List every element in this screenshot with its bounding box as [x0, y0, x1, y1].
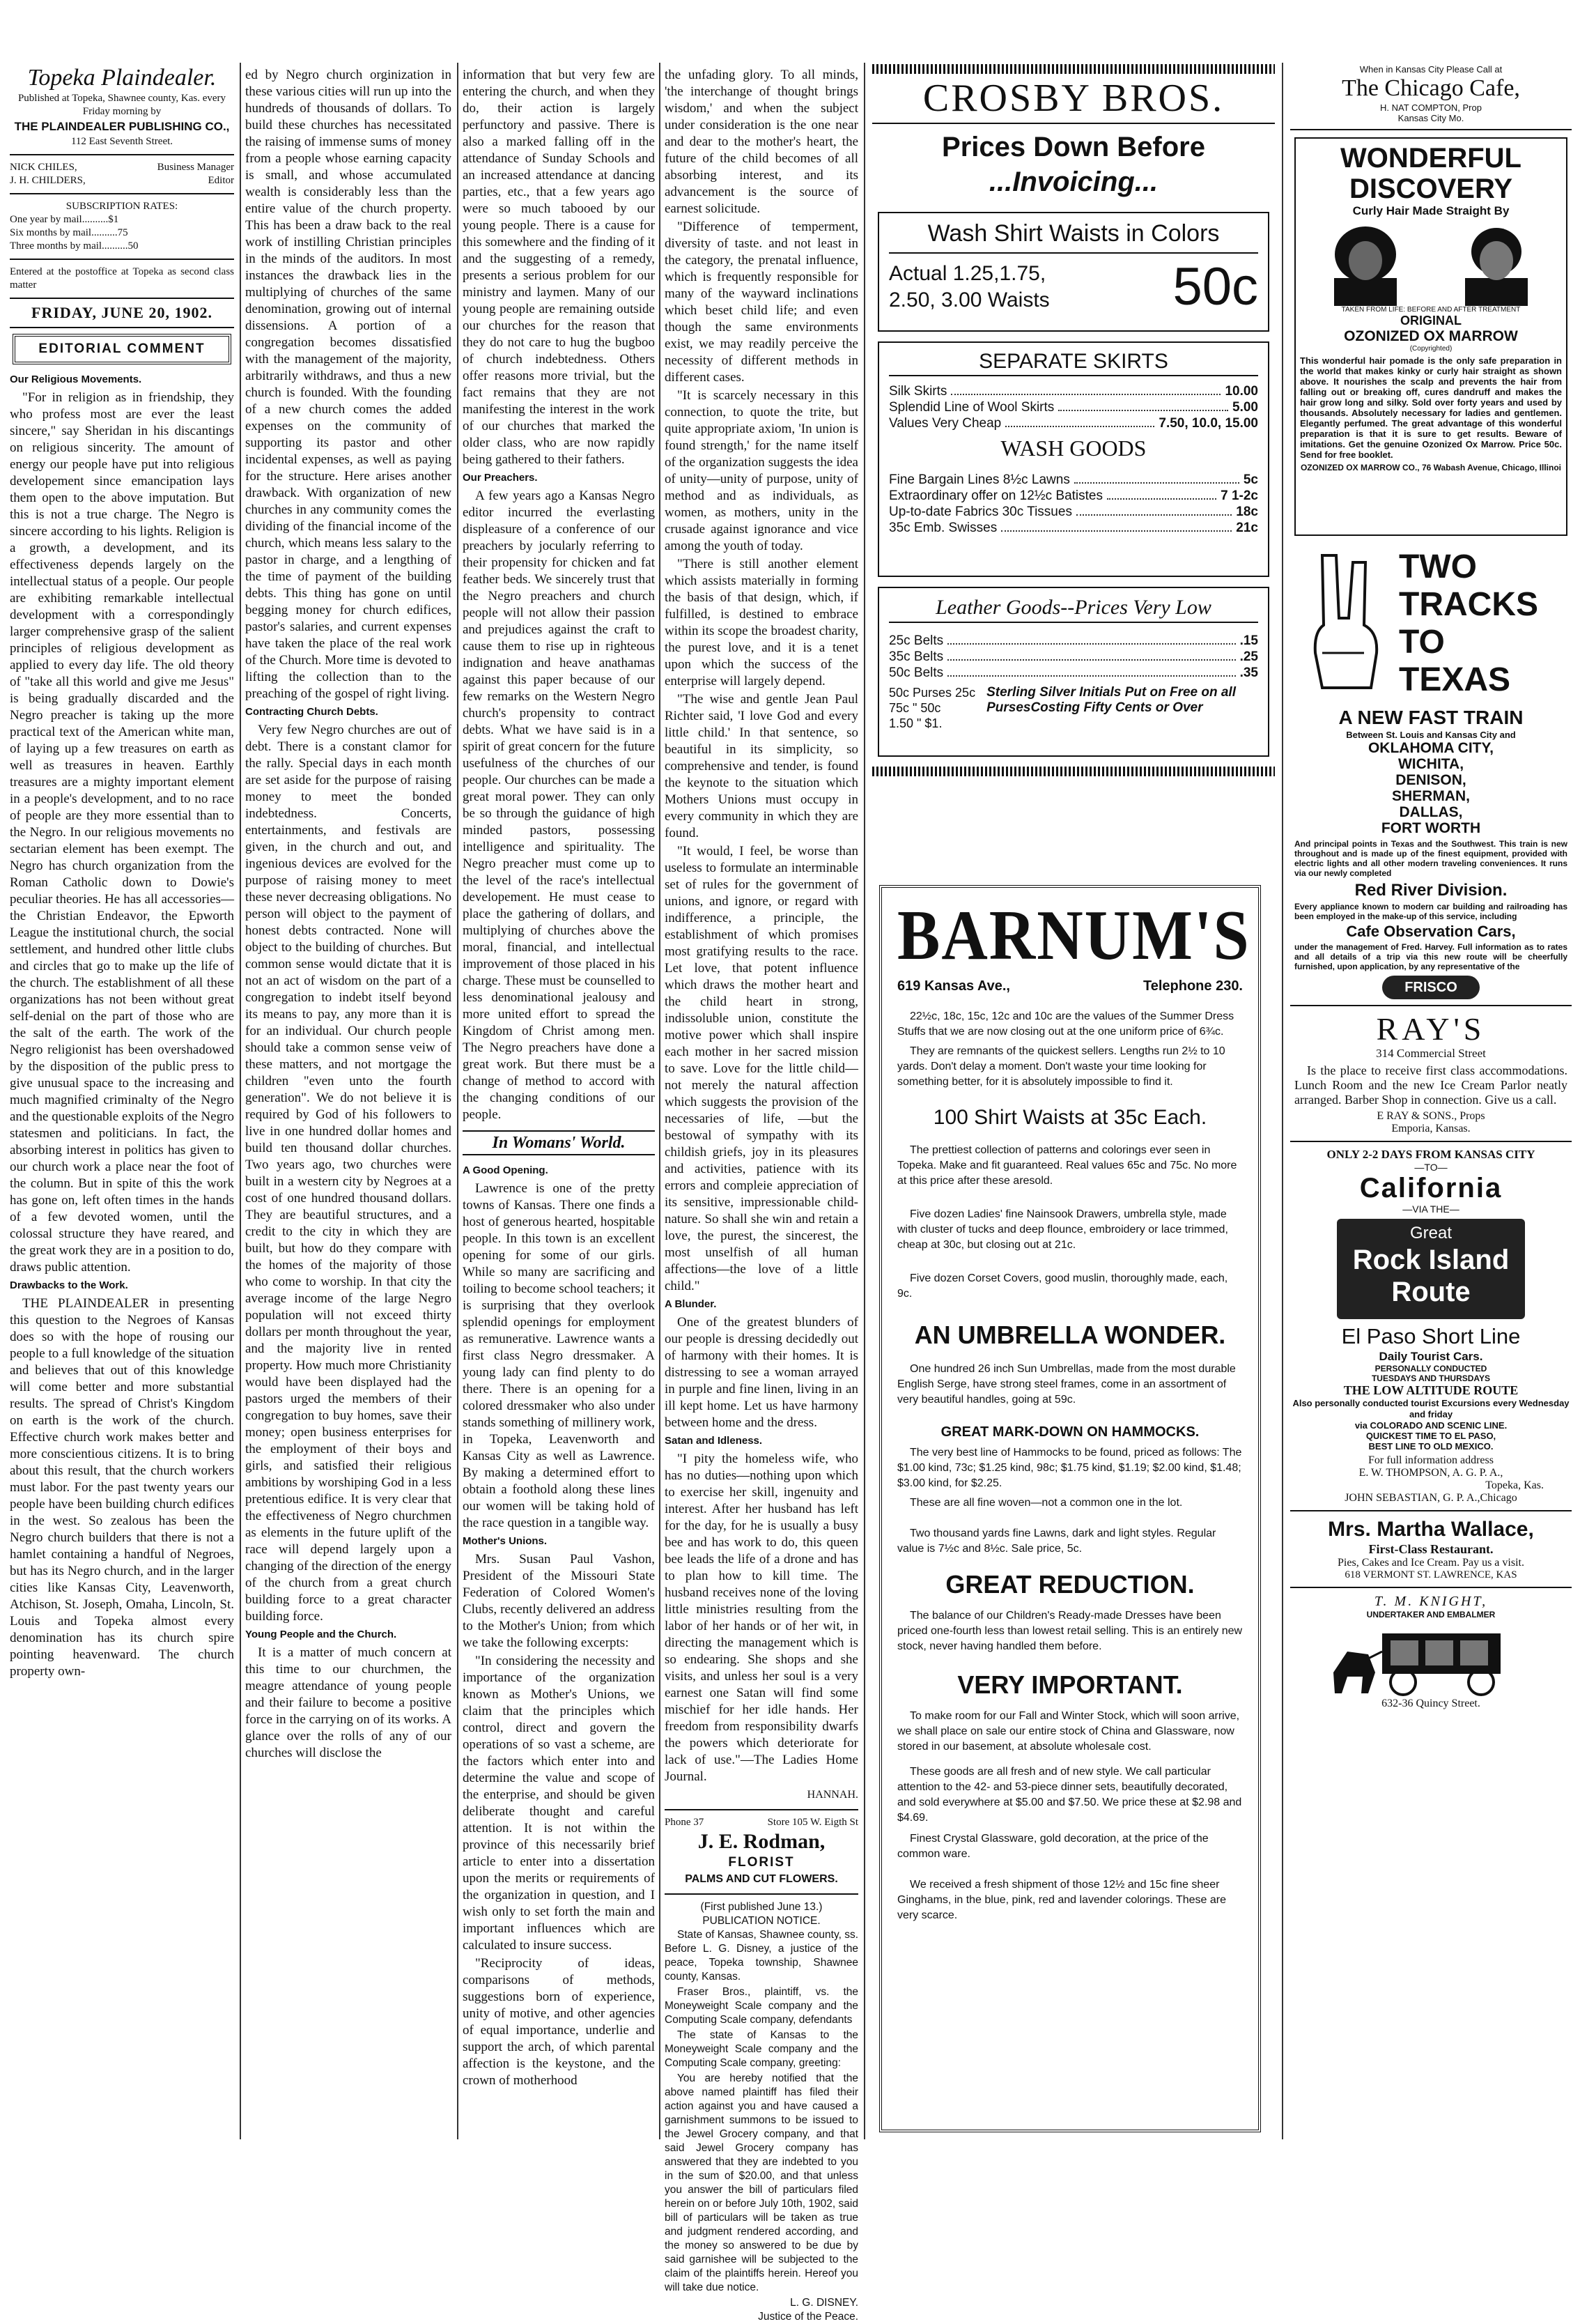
article-paragraph: "It would, I feel, be worse than useless to formulate an interminable set of rules for the government of unions, and ignore, or regard with indifference, a principle, the establishment of which promises most gratifying results to the race. Let love, that potent influence which draws the mother heart and the child heart in strong, indissoluble union, constitute the motive power which shall inspire each mother in her sacred mission to save. Love for the little child—not merely the natural affection which suggests the provision of the necessaries of life, —but the bestowal of sympathy with its childish griefs, joy in its pleasures and activities, patience with its errors and compleie appreciation of its sensitive, impressionable child-nature. So shall she win and retain a love, the purest, the sincerest, the most unselfish of all human affections—the love of a little child." [665, 844, 858, 1293]
cafe-name: The Chicago Cafe, [1342, 75, 1520, 101]
border-ornament [872, 767, 1275, 776]
ad-text: This wonderful hair pomade is the only safe preparation in the world that makes kinky or curly hair straight as shown above. It nourishes the scalp and prevents the hair from falling out or breaking off, cures dandruff and makes the hair grow long and silky. Sold over forty years and used by thousands. Absolutely necessary for ladies and gentlemen. Elegantly perfumed. The great advantage of this wonderful preparation is that it is sure to get results. Beware of imitations. Get the genuine Ozonized Ox Marrow. Price 50c. Send for free booklet. [1300, 355, 1562, 460]
staff-row: NICK CHILES, Business Manager [10, 162, 234, 173]
ad-subheading: OZONIZED OX MARROW [1344, 328, 1518, 344]
wallace-name: Mrs. Martha Wallace, [1328, 1518, 1534, 1541]
article-heading: A Blunder. [665, 1298, 717, 1310]
rates-title: SUBSCRIPTION RATES: [65, 201, 178, 212]
article-heading: Contracting Church Debts. [245, 706, 378, 718]
ad-text: TUESDAYS AND THURSDAYS [1371, 1373, 1491, 1383]
ad-text: And principal points in Texas and the Southwest. This train is new throughout and is made up of the finest equipment, provided with electric lights and all other modern traveling conveniences. It runs via our newly completed [1294, 839, 1567, 878]
wash-title: WASH GOODS [1000, 436, 1147, 461]
leather-title: Leather Goods--Prices Very Low [889, 594, 1258, 623]
wallace-ad [1290, 1517, 1572, 1581]
frisco-logo: FRISCO [1382, 976, 1480, 999]
ad-heading: WONDERFUL [1340, 143, 1521, 174]
company-name: THE PLAINDEALER PUBLISHING CO., [14, 120, 230, 133]
ad-paragraph: The very best line of Hammocks to be found, priced as follows: The $1.00 kind, 73c; $1.25 kind, 98c; $1.75 kind, $1.19; $2.00 kind, $1.48; $3.00 kind, for $2.25. [897, 1447, 1242, 1489]
price-line: Silk Skirts 10.00 [889, 384, 1258, 399]
ad-text: BEST LINE TO OLD MEXICO. [1368, 1441, 1494, 1452]
rodman-line: PALMS AND CUT FLOWERS. [685, 1873, 838, 1885]
column-4 [665, 67, 858, 2323]
article-paragraph: "For in religion as in friendship, they who profess most are ever the least sincere," say Sheridan in his discantings on religious sincerity. The amount of energy our people have put into religious developement since emancipation lays them open to the above imputation. But this is not a true charge. The Negro is sincere according to his lights. Religion is a growth, a development, and its effectiveness depends largely on the intellectual status of a people. Our people are exhibiting remarkable intellectual development with a correspondingly larger comprehensive grasp of the salient principles of religious development as applied to every day life. The old theory of "take all this world and give me Jesus" is being gradually discarded and the Negro preacher is taking up the more practical text of the American white man, of laying up a few treasures on earth as well as treasures in heaven. Earthly treasures are a mighty important element in a people's development, and to no race of people are they more essential than to the Negro. In our religious movements no sectarian element has been exempt. The Negro has church organization from the Roman Catholic down to Dowie's peculiar theories. He has all accessories—the Christian Endeavor, the Epworth League the institutional church, the social settlement, and hundred other little clubs and circles that go to make up the life of the church. The establishment of all these organizations has not been without great self-denial on the part of those who are the salt of the earth. The work of the Negro religionist has been overshadowed by the disposition of the public press to give unusual space to the increasing and much magnified criminalty of the Negro and the questionable exploits of the Negro statesmen and politicians. In fact, the absorbing interest in politics has given to our church work a place near the foot of the column. But in spite of this the work has gone on, left often times in the hands of a few devoted women, until the colossal structure they have reared, and the great work they are in a position to do, draws public attention. [10, 390, 234, 1275]
caption: TAKEN FROM LIFE: BEFORE AND AFTER TREATMENT [1341, 306, 1521, 314]
ad-text: —VIA THE— [1402, 1203, 1459, 1215]
ad-text: JOHN SEBASTIAN, G. P. A.,Chicago [1345, 1492, 1517, 1504]
ad-paragraph: The balance of our Children's Ready-made Dresses have been priced one-fourth less than lowest retail selling. This is an entirely new stock, never having handled them before. [897, 1610, 1243, 1652]
purses-note: Sterling Silver Initials Put on Free on all PursesCosting Fifty Cents or Over [986, 685, 1236, 715]
article-paragraph: "I pity the homeless wife, who has no duties—nothing upon which to exercise her skill, ingenuity and interest. After her husband has left for the day, for he is usually a busy bee and has work to do, this queen bee leads the life of a drone and has to plan how to kill time. The husband receives none of the loving little ministries resulting from the labor of her hands or of her wit, in directing the management which is so endearing. She shops and she visits, and unless her soul is a very earnest one Satan will find some mischief for her idle hands. Her freedom from responsibility dwarfs the powers which deteriorate for lack of use."—The Ladies Home Journal. [665, 1452, 858, 1784]
caption: (Copyrighted) [1409, 345, 1453, 353]
article-paragraph: the unfading glory. To all minds, 'the interchange of thought brings wisdom,' and when the subject under consideration is the one near and dear to the mother's heart, the future of the child becomes of all absorbing interest, and its advancement is the source of earnest solicitude. [665, 68, 858, 216]
ad-text: PERSONALLY CONDUCTED [1374, 1364, 1487, 1373]
cafe-city: Kansas City Mo. [1397, 113, 1464, 123]
cafe-prop: H. NAT COMPTON, Prop [1380, 102, 1482, 113]
waists-price: 50c [1172, 257, 1258, 316]
crosby-headline: Prices Down Before [942, 132, 1205, 162]
ad-paragraph: To make room for our Fall and Winter Stock, which will soon arrive, we shall place on sale our entire stock of China and Glassware, now stored in our basement, at absolute wholesale cost. [897, 1710, 1240, 1753]
rays-name: RAY'S [1376, 1011, 1486, 1047]
section-heading: EDITORIAL COMMENT [13, 334, 231, 364]
article-paragraph: "In considering the necessity and importance of the organization known as Mother's Unions, we claim that the principles which control, direct and govern the operations of so vast a scheme, are the factors which enter into and determine the value and scope of the enterprise, and should be given deliberate thought and careful attention. It is not within the province of this necessarily brief article to enter into a dissertation upon the merits or requirements of the organization in question, and I wish only to set forth the main and important influences which are calculated to insure success. [463, 1654, 655, 1953]
rodman-trade: FLORIST [728, 1855, 795, 1870]
publication-notice: (First published June 13.) PUBLICATION NOTICE. State of Kansas, Shawnee county, ss. Before L. G. Disney, a justice of the peace, Topeka township, Shawnee county, Kansas. Fraser Bros., plaintiff, vs. the Moneyweight Scale company and the Computing Scale company, defendants The state of Kansas to the Moneyweight Scale company and the Computing Scale company, greeting: You are hereby notified that the above named plaintiff has filed their action against you and have caused a garnishment summons to be issued to the Jewel Grocery company, and that said Jewel Grocery company has answered that they are indebted to you in the sum of $20.00, and that unless you answer the bill of particulars filed herein on or before July 10th, 1902, said bill of particulars will be taken as true and judgment rendered according, and the money so answered to be due by said garnishee will be subjected to the claim of the plaintiffs herein. Hereof you will take due notice. L. G. DISNEY. Justice of the Peace. [665, 1901, 858, 2323]
ad-text: UNDERTAKER AND EMBALMER [1366, 1610, 1496, 1619]
ad-text: First-Class Restaurant. [1368, 1542, 1494, 1556]
ad-paragraph: The prettiest collection of patterns and colorings ever seen in Topeka. Make and fit guaranteed. Real values 65c and 75c. No more at this price after these aresold. [897, 1144, 1237, 1187]
column-rule [864, 63, 865, 2139]
ad-heading: GREAT REDUCTION. [945, 1570, 1195, 1599]
published-line: Published at Topeka, Shawnee county, Kas. every Friday morning by [17, 93, 226, 117]
ad-paragraph: These are all fine woven—not a common one in the lot. [910, 1497, 1183, 1509]
article-paragraph: Very few Negro churches are out of debt. There is a constant clamor for the rally. Special days in each month are set aside for the purpose of raising money to meet the bonded indebtedness. Concerts, entertainments, and festivals are given, in the church and out, and ingenious devices are evolved for the purpose of raising money to meet these never decreasing obligations. No person will object to the payment of honest debts contracted. None will object to the building of churches. But common sense would dictate that it is not an act of wisdom on the part of a congregation to indebt itself beyond its means to pay, any more than it is for an individual. Our church people should take a common sense veiw of these matters, and not mortgage the children "even unto the fourth generation". We do not believe it is required by God of his followers to live in one hundred dollar homes and build ten thousand dollar churches. Two years ago, two churches were built in a western city by Negroes at a cost of one hundred thousand dollars. They are beautiful structures, and a credit to the city in which they are built, but how do they compare with the homes of the majority of those who come to worship. In that city the average income of the large Negro population will not exceed thirty dollars per month throughout the year, and the majority live in rented property. How much more Christianity would have been displayed had the pastors urged the members of their congregation to buy homes, save their money; open business enterprises for the employment of their boys and girls, and satisfied their religious ambitions by worshiping God in a less pretentious edifice. It is very clear that the effectiveness of Negro churchmen as elements in the future uplift of the race will depend largely upon a changing of the direction of the energy of the church from a great church building force to a great character building force. [245, 723, 451, 1624]
ad-paragraph: 22½c, 18c, 15c, 12c and 10c are the values of the Summer Dress Stuffs that we are now closing out at the one uniform price of 6¾c. [897, 1010, 1234, 1038]
masthead-title: Topeka Plaindealer. [27, 65, 217, 91]
ad-text: 618 VERMONT ST. LAWRENCE, KAS [1345, 1569, 1517, 1580]
ad-text: Between St. Louis and Kansas City and [1346, 730, 1516, 740]
ad-text: —TO— [1414, 1162, 1448, 1173]
ad-paragraph: They are remnants of the quickest sellers. Lengths run 2½ to 10 yards. Don't delay a moment. Don't waste your time looking for something better, for it is absolutely impossible to find it. [897, 1045, 1225, 1088]
ad-heading: AN UMBRELLA WONDER. [914, 1321, 1226, 1349]
ad-text: under the management of Fred. Harvey. Full information as to rates and all details of a trip via this new route will be cheerfully furnished, upon application, by any representative of the [1294, 942, 1567, 971]
rays-address: 314 Commercial Street [1376, 1047, 1486, 1060]
womans-world-heading: In Womans' World. [463, 1130, 655, 1155]
barnums-ad [879, 885, 1261, 2132]
price-line: Splendid Line of Wool Skirts 5.00 [889, 400, 1258, 415]
rays-sig: E RAY & SONS., Props [1377, 1110, 1485, 1122]
rays-ad [1290, 1012, 1572, 1135]
ad-paragraph: Two thousand yards fine Lawns, dark and light styles. Regular value is 7½c and 8½c. Sale price, 5c. [897, 1527, 1216, 1555]
ad-text: ONLY 2-2 DAYS FROM KANSAS CITY [1326, 1148, 1535, 1161]
column-3 [463, 67, 655, 2140]
article-paragraph: "There is still another element which assists materially in forming the basis of that design, which, if fulfilled, is destined to embrace within its scope the broadest charity, the purest love, and it is a tenet upon which the success of the enterprise will largely depend. [665, 557, 858, 688]
ad-heading: DISCOVERY [1349, 174, 1513, 204]
ad-paragraph: Five dozen Ladies' fine Nainsook Drawers, umbrella style, made with cluster of tucks and deep flounce, embroidery or lace trimmed, cheap at 30c, but closing out at 21c. [897, 1208, 1228, 1251]
city-list: OKLAHOMA CITY, WICHITA, DENISON, SHERMAN, DALLAS, FORT WORTH [1368, 740, 1494, 836]
waists-title: Wash Shirt Waists in Colors [889, 219, 1258, 254]
price-line: Up-to-date Fabrics 30c Tissues 18c [889, 505, 1258, 519]
ad-address: OZONIZED OX MARROW CO., 76 Wabash Avenue, Chicago, Illinoi [1300, 463, 1562, 472]
ad-heading: Red River Division. [1354, 881, 1508, 900]
article-paragraph: "Difference of temperment, diversity of taste. and not least in the category, the prenatal influence, which is frequently responsible for many of the wayward inclinations which beset child life; and even though the same environments exist, we may readily perceive the necessity of different methods in different cases. [665, 220, 858, 385]
ad-heading: Cafe Observation Cars, [1346, 923, 1516, 940]
rodman-ad [665, 1816, 858, 1888]
article-heading: A Good Opening. [463, 1164, 548, 1176]
two-tracks-text: TRACKS [1399, 586, 1538, 623]
price-line: Extraordinary offer on 12½c Batistes 7 1-2c [889, 488, 1258, 503]
article-heading: Drawbacks to the Work. [10, 1279, 128, 1291]
company-address: 112 East Seventh Street. [70, 136, 173, 147]
masthead [10, 65, 234, 364]
ad-text: Also personally conducted tourist Excursions every Wednesday and friday [1292, 1398, 1570, 1419]
staff-row: J. H. CHILDERS, Editor [10, 175, 234, 186]
hearse-icon [1326, 1624, 1535, 1698]
ad-subheading: Curly Hair Made Straight By [1352, 204, 1510, 217]
ad-text: via COLORADO AND SCENIC LINE. [1354, 1420, 1508, 1431]
barnums-address: 619 Kansas Ave., [897, 978, 1010, 994]
purse-line: 50c Purses 25c [889, 686, 976, 700]
price-line: 35c Belts .25 [889, 649, 1258, 664]
ad-heading: VERY IMPORTANT. [957, 1670, 1183, 1699]
ad-heading: GREAT MARK-DOWN ON HAMMOCKS. [940, 1424, 1200, 1440]
border-ornament [872, 64, 1275, 74]
right-column [1290, 64, 1572, 2141]
article-heading: Our Preachers. [463, 472, 538, 484]
article-heading: Young People and the Church. [245, 1629, 397, 1640]
price-line: 50c Belts .35 [889, 665, 1258, 680]
article-heading: Our Religious Movements. [10, 374, 142, 385]
column-rule [1282, 63, 1283, 2139]
ad-text: Topeka, Kas. [1485, 1479, 1544, 1491]
ad-paragraph: We received a fresh shipment of those 12½ and 15c fine sheer Ginghams, in the blue, pink, red and lavender colorings. These are very scarce. [897, 1879, 1226, 1921]
skirts-box [878, 341, 1269, 577]
frisco-two-tracks-ad [1294, 548, 1567, 702]
issue-date: FRIDAY, JUNE 20, 1902. [31, 304, 212, 321]
column-rule [457, 63, 458, 2139]
article-paragraph: One of the greatest blunders of our people is dressing decidedly out of harmony with their homes. It is distressing to see a woman arrayed in purple and fine linen, living in an ill kept home. Let us have harmony between home and the dress. [665, 1315, 858, 1430]
article-paragraph: information that but very few are entering the church, and when they do, their action is largely perfunctory and passive. There is also a marked falling off in the attendance of Sunday Schools and an increased attendance at dancing parties, etc., that a few years ago were so much tabooed by our young people. There is a cause for this somewhere and the finding of it and the suggesting of a remedy, presents a serious problem for our ministry and laymen. Many of our young people are remaining outside our churches for the reason that they do not care to hug the bugboo of church indebtedness. Others offer reasons more trivial, but the fact remains that they are not manifesting the interest in the work of our churches that marked the older class, who are now rapidly being gathered to their fathers. [463, 68, 655, 467]
article-heading: Mother's Unions. [463, 1535, 548, 1547]
rodman-address: Store 105 W. Eigth St [767, 1817, 858, 1828]
column-rule [240, 63, 241, 2139]
ad-paragraph: Finest Crystal Glassware, gold decoration, at the price of the common ware. [897, 1833, 1209, 1860]
article-paragraph: "Reciprocity of ideas, comparisons of methods, suggestions born of experience, unity of motive, and other agencies of equal importance, underlie and support the arch, of which parental affection is the keystone, and the crown of motherhood [463, 1956, 655, 2088]
crosby-bros-ad [872, 64, 1275, 852]
ad-paragraph: These goods are all fresh and of new style. We call particular attention to the 42- and 53-piece dinner sets, beautifully decorated, and sold everywhere at $5.00 and $7.50. We price these at $2.98 and $4.69. [897, 1766, 1242, 1824]
ad-paragraph: Five dozen Corset Covers, good muslin, thoroughly made, each, 9c. [897, 1272, 1228, 1300]
price-line: Values Very Cheap 7.50, 10.0, 15.00 [889, 416, 1258, 431]
ad-text: 632-36 Quincy Street. [1381, 1698, 1480, 1709]
article-paragraph: ed by Negro church orginization in these various cities will run up into the hundreds of thousands of dollars. To build these churches has necessitated the raising of immense sums of money from a people whose earning capacity is small, and whose accumulated wealth is considerably less than the entire value of the church property. This has been a draw back to the real work of instilling Christian principles in the minds of the auditors. In most instances the drawback lies in the multiplying of churches of the same denomination, growing out of internal dissensions. A portion of a congregation becomes dissatisfied with the management of the majority, arbitrarily withdraws, and thus a new church is founded. With the founding of a new church comes the added expenses on the community of supporting its pastor and other incidental expenses, as well as paying for the structure. Here arises another drawback. With organization of new churches in any community comes the dividing of the financial income of the church, which means less salary to the pastor in charge, and a lengthing of the time of payment of the building debts. This thing has gone on until begging money for church edifices, pastor's salaries, and current expenses have taken the place of the real work of the Church. More time is devoted to lifting the collection than to the preaching of the gospel of right living. [245, 68, 451, 701]
rodman-name: J. E. Rodman, [697, 1830, 826, 1853]
crosby-headline: ...Invoicing... [989, 167, 1159, 197]
column-rule [659, 63, 660, 2139]
rate-line: Three months by mail..........50 [10, 240, 139, 252]
two-tracks-text: TO [1399, 624, 1445, 661]
skirts-title: SEPARATE SKIRTS [889, 348, 1258, 376]
article-paragraph: A few years ago a Kansas Negro editor incurred the everlasting displeasure of a conference of our preachers by jocularly referring to their propensity for chicken and fat feather beds. We sincerely trust that the Negro preachers and church people will not allow their passion and prejudices against the craft to cause them to rise up in righteous indignation and heave anathamas against this paper because of our few remarks on the Western Negro church's propensity to contract debts. What we have said is in a spirit of great concern for the future usefulness of the churches of our people. Our churches can be made a great moral power. They can only be so through the guidance of high minded pastors, possessing intelligence and spirituality. The Negro preacher must come up to the level of the race's intellectual developement. He must cease to place the gathering of dollars, and multiplying of churches above the moral, financial, and intellectual improvement of those placed in his charge. These must be counselled to less denominational jealousy and more united effort to spread the Kingdom of Christ among men. The Negro preachers have done a great work. But there must be a change of method to accord with the changing conditions of our people. [463, 488, 655, 1122]
ad-text: THE LOW ALTITUDE ROUTE [1343, 1383, 1519, 1397]
column-1 [10, 67, 234, 2140]
ox-marrow-ad [1294, 137, 1567, 536]
article-paragraph: "The wise and gentle Jean Paul Richter said, 'I love God and every little child.' In that sentence, so beautiful in its simplicity, so comprehensive and tender, is found the keynote to the situation which Mothers Unions must occupy in every community in which they are found. [665, 692, 858, 840]
ad-heading: El Paso Short Line [1341, 1324, 1521, 1348]
ad-heading: A NEW FAST TRAIN [1338, 707, 1524, 728]
hand-gesture-icon [1294, 548, 1399, 699]
ad-text: E. W. THOMPSON, A. G. P. A., [1358, 1467, 1503, 1479]
waists-box [878, 212, 1269, 332]
rate-line: One year by mail..........$1 [10, 214, 119, 225]
rays-city: Emporia, Kansas. [1391, 1123, 1471, 1134]
column-2 [245, 67, 451, 2140]
article-paragraph: "It is scarcely necessary in this connection, to quote the trite, but quite appropriate axiom, 'In union is found strength,' for the name itself of the organization suggests the idea of unity—unity of purpose, unity of method and as individuals, as women, as mothers, unity in the crusade against ignorance and vice among the youth of today. [665, 388, 858, 553]
knight-ad [1290, 1594, 1572, 1710]
article-paragraph: Lawrence is one of the pretty towns of Kansas. There one finds a host of generous hearted, hospitable people. In this town is an excellent opening for some of our girls. While so many are sacrificing and toiling to become school teachers; it is surprising that they overlook splendid openings for employment as remunerative. Lawrence wants a first class Negro dressmaker. A young lady can find plenty to do there. There is an opening for a colored dressmaker who also under stands something of millinery work, in Topeka, Leavenworth and Kansas City as well as Lawrence. By making a determined effort to obtain a foothold along these lines our women will be taking hold of the race question in a tangible way. [463, 1181, 655, 1530]
rodman-phone: Phone 37 [665, 1817, 704, 1828]
two-tracks-text: TEXAS [1399, 661, 1511, 698]
ad-heading: California [1359, 1173, 1503, 1203]
rock-island-logo: Great Rock Island Route [1337, 1219, 1525, 1319]
cafe-pre: When in Kansas City Please Call at [1359, 64, 1503, 75]
rate-line: Six months by mail..........75 [10, 227, 128, 238]
ad-paragraph: One hundred 26 inch Sun Umbrellas, made from the most durable English Serge, have strong steel frames, come in an assortment of very beautiful handles, going at 59c. [897, 1363, 1236, 1406]
entered-notice: Entered at the postoffice at Topeka as second class matter [10, 266, 234, 291]
ad-text: Pies, Cakes and Ice Cream. Pay us a visit. [1338, 1557, 1524, 1569]
portrait-after-icon [1444, 222, 1549, 306]
purse-line: 75c " 50c [889, 701, 941, 715]
waists-actual: Actual 1.25,1.75, [889, 262, 1046, 285]
before-after-portraits [1300, 222, 1562, 306]
barnums-name: BARNUM'S [897, 895, 1250, 975]
article-paragraph: It is a matter of much concern at this time to our churchmen, the meagre attendance of young people and their failure to become a positive force in the carrying on of its works. A glance over the rolls of any of our churches will disclose the [245, 1645, 451, 1760]
waists-actual: 2.50, 3.00 Waists [889, 288, 1050, 311]
article-heading: Satan and Idleness. [665, 1435, 763, 1447]
two-tracks-text: TWO [1399, 548, 1477, 585]
purse-line: 1.50 " $1. [889, 716, 943, 730]
ad-heading: 100 Shirt Waists at 35c Each. [933, 1106, 1207, 1129]
signature: HANNAH. [807, 1789, 858, 1801]
ad-text: Is the place to receive first class accommodations. Lunch Room and the new Ice Cream Parlor neatly arranged. Barber Shop in connection. Give us a call. [1294, 1063, 1567, 1107]
ad-text: Daily Tourist Cars. [1379, 1350, 1483, 1363]
barnums-phone: Telephone 230. [1143, 978, 1243, 994]
article-paragraph: Mrs. Susan Paul Vashon, President of the Missouri State Federation of Colored Women's Clubs, recently delivered an address to the Mother's Union; from which we take the following excerpts: [463, 1552, 655, 1650]
ad-subheading: ORIGINAL [1400, 314, 1462, 328]
article-paragraph: THE PLAINDEALER in presenting this question to the Negroes of Kansas does so with the hope of rousing our people to a full knowledge of the situation and believes that out of this knowledge will come better and more substantial results. The spread of Christ's Kingdom on earth is the work of the church. Effective church work makes better and more conscientious citizens. It is to bring about this result, that the church workers must labor. For the past twenty years our people have been building church edifices in the west. So zealous has been the Negro church builders that there is not a hamlet containing a handful of Negroes, but has its Negro church, and in the larger cities like Kansas City, Leavenworth, Atchison, St. Joseph, Omaha, Lincoln, St. Louis and Topeka almost every denomination has its church spire pointing heavenward. The church property own- [10, 1296, 234, 1679]
portrait-before-icon [1313, 222, 1418, 306]
ad-text: QUICKEST TIME TO EL PASO, [1365, 1431, 1496, 1441]
ad-text: Every appliance known to modern car building and railroading has been employed in the make-up of this service, including [1294, 902, 1567, 921]
price-line: Fine Bargain Lines 8½c Lawns 5c [889, 472, 1258, 487]
ad-text: For full information address [1368, 1454, 1494, 1466]
price-line: 35c Emb. Swisses 21c [889, 521, 1258, 535]
crosby-name: CROSBY BROS. [872, 74, 1275, 124]
leather-box [878, 587, 1269, 757]
knight-name: T. M. KNIGHT, [1374, 1594, 1488, 1609]
rock-island-ad [1290, 1148, 1572, 1505]
price-line: 25c Belts .15 [889, 633, 1258, 648]
